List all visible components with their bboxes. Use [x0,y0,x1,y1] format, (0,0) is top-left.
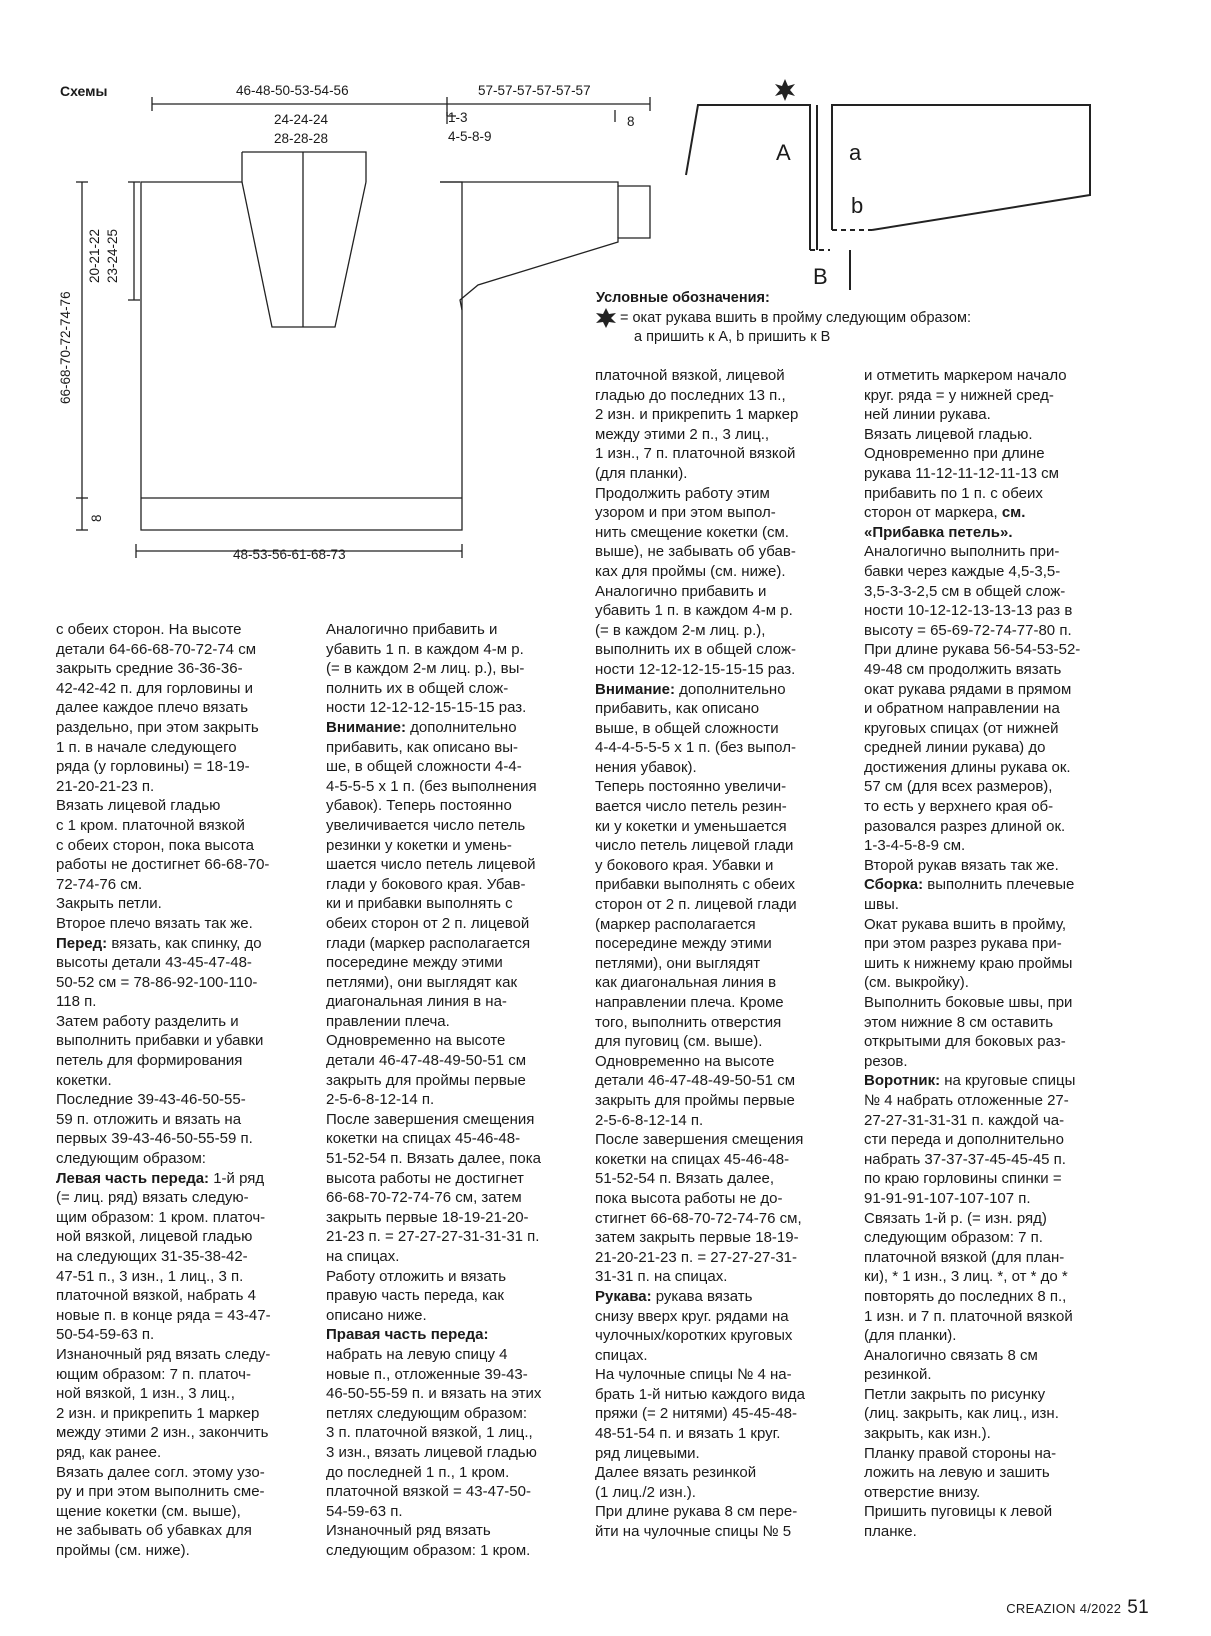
legend-line-1: = окат рукава вшить в пройму следующим образом: [620,309,971,326]
paragraph-text: рукава вязать снизу вверх круг. рядами на чулочных/коротких круговых спицах. На чулочные спицы № 4 на- брать 1-й нитью каждого вида пряжи (= 2 нитями) 45-45-48- 48-51-54 п. и вязать 1 круг. ряд лицевыми. Далее вязать резинкой (1 лиц./2 изн.). При длине рукава 8 см пере- йти на чулочные спицы № 5 [595,1287,805,1541]
section-heading: см. «Прибавка петель». [864,504,1026,541]
top-dim-body: 46-48-50-53-54-56 [236,83,349,98]
armhole-dim-2: 23-24-25 [105,228,120,283]
star-icon [596,308,616,328]
paragraph-text: 1-й ряд (= лиц. ряд) вязать следую- щим образом: 1 кром. платоч- ной вязкой, лицевой гладью на следующих 31-35-38-42- 47-51 п., 3 изн., 1 лиц., 3 п. платочной вязкой, набрать 4 новые п. в конце ряда = 43-47- 50-54-59-63 п. Изнаночный ряд вязать следу- ющим образом: 7 п. платоч- ной вязкой, 1 изн., 3 лиц., 2 изн. и прикрепить 1 маркер между этими 2 изн., закончить ряд, как ранее. Вязать далее согл. этому узо- ру и при этом выполнить сме- щение кокетки (см. выше), не забывать об убавках для проймы (см. ниже). [56,1169,271,1559]
paragraph-text: дополнительно прибавить, как описано выше, в общей сложности 4-4-4-5-5-5 х 1 п. (без выпол- нения убавок). Теперь постоянно увеличи- вается число петель резин- ки у кокетки и уменьшается число петель лицевой глади у бокового края. Убавки и прибавки выполнять с обеих сторон от 2 п. лицевой глади (маркер располагается посередине между этими петлями), они выглядят как диагональная линия в направлении плеча. Кроме того, выполнить отверстия для пуговиц (см. выше). Одновременно на высоте детали 46-47-48-49-50-51 см закрыть для проймы первые 2-5-6-8-12-14 п. После завершения смещения кокетки на спицах 45-46-48- 51-52-54 п. Вязать далее, пока высота работы не до- стигнет 66-68-70-72-74-76 см, затем закрыть первые 18-19- 21-20-21-23 п. = 27-27-27-31- 31-31 п. на спицах. [595,680,804,1286]
text-column-4 [864,366,1126,1542]
section-heading: Сборка: [864,876,924,894]
paragraph-text: набрать на левую спицу 4 новые п., отложенные 39-43- 46-50-55-59 п. и вязать на этих петлях следующим образом: 3 п. платочной вязкой, 1 лиц., 3 изн., вязать лицевой гладью до последней 1 п., 1 кром. платочной вязкой = 43-47-50- 54-59-63 п. Изнаночный ряд вязать следующим образом: 1 кром. [326,1345,542,1559]
legend-row [596,308,971,328]
star-icon [775,79,795,101]
section-heading: Рукава: [595,1287,652,1305]
paragraph-text: с обеих сторон. На высоте детали 64-66-68-70-72-74 см закрыть средние 36-36-36- 42-42-42 п. для горловины и далее каждое плечо вязать раздельно, при этом закрыть 1 п. в начале следующего ряда (у горловины) = 18-19- 21-20-21-23 п. Вязать лицевой гладью с 1 кром. платочной вязкой с обеих сторон, пока высота работы не достигнет 66-68-70- 72-74-76 см. Закрыть петли. Второе плечо вязать так же. [56,621,270,932]
schemes-title: Схемы [60,83,108,99]
legend [596,289,971,347]
text-column-2 [326,620,588,1561]
armhole-dim-1: 20-21-22 [87,228,102,283]
section-heading: Воротник: [864,1072,941,1090]
paragraph-text: выполнить плечевые швы. Окат рукава вшить в пройму, при этом разрез рукава при- шить к нижнему краю проймы (см. выкройку). Выполнить боковые швы, при этом нижние 8 см оставить открытыми для боковых раз- резов. [864,876,1075,1070]
text-column-3 [595,366,857,1542]
hem-dim: 8 [89,514,104,522]
paragraph-text: и отметить маркером начало круг. ряда = у нижней сред- ней линии рукава. Вязать лицевой гладью. Одновременно при длине рукава 11-12-11-12-11-13 см прибавить по 1 п. с обеих сторон от маркера, [864,367,1067,522]
sleeve-end-dim: 8 [627,114,635,129]
section-heading: Левая часть переда: [56,1169,210,1187]
section-heading: Внимание: [595,680,675,698]
neck-dim-2: 28-28-28 [274,131,329,146]
sleeve-slit-dim-1: 1-3 [448,110,468,125]
bottom-dim: 48-53-56-61-68-73 [233,547,346,562]
label-A: A [776,140,791,165]
sleeve-setting-diagram [680,75,1100,300]
section-heading: Перед: [56,934,108,952]
paragraph-text: дополнительно прибавить, как описано вы- ше, в общей сложности 4-4- 4-5-5-5 х 1 п. (без выполнения убавок). Теперь постоянно увеличивается число петель резинки у кокетки и умень- шается число петель лицевой глади у бокового края. Убав- ки и прибавки выполнять с обеих сторон от 2 п. лицевой глади (маркер располагается посередине между этими петлями), они выглядят как диагональная линия в на- правлении плеча. Одновременно на высоте детали 46-47-48-49-50-51 см закрыть для проймы первые 2-5-6-8-12-14 п. После завершения смещения кокетки на спицах 45-46-48- 51-52-54 п. Вязать далее, пока высота работы не достигнет 66-68-70-72-74-76 см, затем закрыть первые 18-19-21-20- 21-23 п. = 27-27-27-31-31-31 п. на спицах. Работу отложить и вязать правую часть переда, как описано ниже. [326,718,541,1324]
sleeve-slit-dim-2: 4-5-8-9 [448,129,492,144]
section-heading: Внимание: [326,718,406,736]
section-heading: Правая часть переда: [326,1326,489,1344]
paragraph-text: вязать, как спинку, до высоты детали 43-45-47-48- 50-52 см = 78-86-92-100-110- 118 п. Затем работу разделить и выполнить прибавки и убавки петель для формирования кокетки. Последние 39-43-46-50-55- 59 п. отложить и вязать на первых 39-43-46-50-55-59 п. следующим образом: [56,934,264,1168]
top-dim-sleeve: 57-57-57-57-57-57 [478,83,591,98]
neck-dim-1: 24-24-24 [274,112,329,127]
height-total-dim: 66-68-70-72-74-76 [58,291,73,404]
legend-line-2: a пришить к A, b пришить к B [634,329,831,345]
page-footer [1006,1597,1149,1619]
paragraph-text: платочной вязкой, лицевой гладью до последних 13 п., 2 изн. и прикрепить 1 маркер между этими 2 п., 3 лиц., 1 изн., 7 п. платочной вязкой (для планки). Продолжить работу этим узором и при этом выпол- нить смещение кокетки (см. выше), не забывать об убав- ках для проймы (см. ниже). Аналогично прибавить и убавить 1 п. в каждом 4-м р. (= в каждом 2-м лиц. р.), выполнить их в общей слож- ности 12-12-12-15-15-15 раз. [595,367,799,678]
label-a: a [849,140,862,165]
page-number: 51 [1127,1597,1149,1618]
label-b: b [851,193,864,218]
legend-title: Условные обозначения: [596,290,770,306]
paragraph-text: Аналогично выполнить при- бавки через каждые 4,5-3,5- 3,5-3-3-2,5 см в общей слож- ности 10-12-12-13-13-13 раз в высоту = 65-69-72-74-77-80 п. При длине рукава 56-54-53-52- 49-48 см продолжить вязать окат рукава рядами в прямом и обратном направлении на круговых спицах (от нижней средней линии рукава) до достижения длины рукава ок. 57 см (для всех размеров), то есть у верхнего края об- разовался разрез длиной ок. 1-3-4-5-8-9 см. Второй рукав вязать так же. [864,543,1081,874]
label-B: B [813,264,828,289]
paragraph-text: Аналогично прибавить и убавить 1 п. в каждом 4-м р. (= в каждом 2-м лиц. р.), вы- полнить их в общей слож- ности 12-12-12-15-15-15 раз. [326,621,527,717]
paragraph-text: на круговые спицы № 4 набрать отложенные 27- 27-27-31-31-31 п. каждой ча- сти переда и дополнительно набрать 37-37-37-45-45-45 п. по краю горловины спинки = 91-91-91-107-107-107 п. Связать 1-й р. (= изн. ряд) следующим образом: 7 п. платочной вязкой (для план- ки), * 1 изн., 3 лиц. *, от * до * повторять до последних 8 п., 1 изн. и 7 п. платочной вязкой (для планки). Аналогично связать 8 см резинкой. Петли закрыть по рисунку (лиц. закрыть, как лиц., изн. закрыть, как изн.). Планку правой стороны на- ложить на левую и зашить отверстие внизу. Пришить пуговицы к левой планке. [864,1072,1076,1541]
text-column-1 [56,620,318,1561]
magazine-issue: CREAZION 4/2022 [1006,1601,1122,1616]
